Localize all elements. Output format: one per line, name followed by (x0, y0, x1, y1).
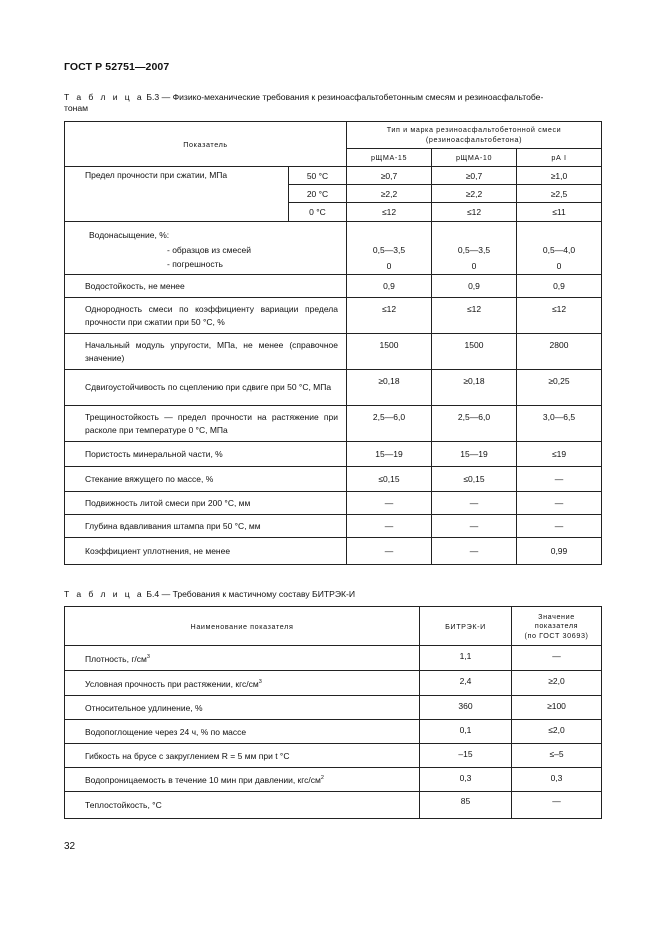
cell: — (517, 515, 602, 538)
row-label (65, 768, 420, 792)
cell: ≥2,0 (512, 671, 602, 696)
cell: 2,4 (420, 671, 512, 696)
cell: 0,5—4,0 (542, 245, 576, 255)
table-b3 (64, 121, 602, 565)
cell: –15 (420, 744, 512, 768)
cell: ≥0,18 (432, 370, 517, 406)
row-label: Однородность смеси по коэффициенту вариации предела прочности при сжатии при 50 °С, % (65, 298, 347, 334)
row-label-text: Водопоглощение через 24 ч, % по массе (85, 727, 247, 737)
cell: 0,9 (517, 275, 602, 298)
cell: 0,3 (512, 768, 602, 792)
caption-prefix: Т а б л и ц а (64, 589, 144, 599)
cell: ≤19 (517, 442, 602, 467)
row-label: Начальный модуль упругости, МПа, не менее (справочное значение) (65, 334, 347, 370)
head-col-2 (512, 607, 602, 646)
cell: 0,3 (420, 768, 512, 792)
cell: 3,0—6,5 (517, 406, 602, 442)
cell: — (512, 792, 602, 819)
cell: 1,1 (420, 646, 512, 671)
head-col-2-c: (по ГОСТ 30693) (524, 630, 589, 640)
row-label: Сдвигоустойчивость по сцеплению при сдвиге при 50 °С, МПа (65, 370, 347, 406)
cell: ≤12 (432, 203, 517, 222)
row-label (65, 671, 420, 696)
cell: — (517, 467, 602, 492)
cell: 0 (471, 261, 477, 271)
cell: 360 (420, 696, 512, 720)
strength-label: Предел прочности при сжатии, МПа (65, 167, 289, 222)
cell: 1500 (432, 334, 517, 370)
cell: — (517, 492, 602, 515)
cell: 85 (420, 792, 512, 819)
row-label-text: Водопроницаемость в течение 10 мин при давлении, кгс/см (85, 775, 321, 785)
head-col-2-a: Значение (538, 611, 575, 621)
caption-prefix: Т а б л и ц а (64, 92, 144, 102)
cell: ≤12 (432, 298, 517, 334)
cell: 0,1 (420, 720, 512, 744)
cell: 15—19 (432, 442, 517, 467)
cell: ≥0,7 (347, 167, 432, 185)
cell: 2,5—6,0 (432, 406, 517, 442)
row-label: Водостойкость, не менее (65, 275, 347, 298)
cell: ≤12 (347, 203, 432, 222)
cell: 2800 (517, 334, 602, 370)
caption-id: Б.4 (146, 589, 160, 599)
water-sub-1: - образцов из смесей (167, 244, 251, 255)
head-col-3: рА I (517, 149, 602, 167)
cell: 0 (386, 261, 392, 271)
cell: ≥2,2 (347, 185, 432, 203)
cell: 0,9 (432, 275, 517, 298)
head-indicator: Показатель (65, 122, 347, 167)
head-col-2-b: показателя (534, 621, 579, 631)
row-label-text: Гибкость на брусе с закруглением R = 5 мм при t °С (85, 751, 290, 761)
water-sub-2: - погрешность (167, 259, 223, 269)
row-label (65, 744, 420, 768)
cell: 15—19 (347, 442, 432, 467)
cell: ≤12 (517, 298, 602, 334)
table-b3-caption (64, 92, 543, 114)
caption-id: Б.3 (146, 92, 160, 102)
cell: ≥0,7 (432, 167, 517, 185)
head-col-1: БИТРЭК-И (420, 607, 512, 646)
water-label: Водонасыщение, %: (89, 230, 170, 240)
row-label: Трещиностойкость — предел прочности на растяжение при расколе при температуре 0 °С, МПа (65, 406, 347, 442)
cell: — (432, 492, 517, 515)
table-b4 (64, 606, 602, 819)
cell: — (432, 538, 517, 565)
head-name: Наименование показателя (65, 607, 420, 646)
row-label (65, 696, 420, 720)
caption-text: — Физико-механические требования к резиноасфальтобетонным смесям и резиноасфальтобе- (159, 92, 544, 102)
row-label-sup: 2 (320, 775, 324, 782)
row-label (65, 792, 420, 819)
cell: ≥2,2 (432, 185, 517, 203)
strength-temp: 20 °С (289, 185, 347, 203)
row-label (65, 720, 420, 744)
cell: — (432, 515, 517, 538)
row-label-text: Плотность, г/см (85, 654, 147, 664)
row-label-sup: 3 (258, 679, 262, 686)
cell: ≤11 (517, 203, 602, 222)
row-label: Подвижность литой смеси при 200 °С, мм (65, 492, 347, 515)
cell: — (347, 538, 432, 565)
cell: ≥100 (512, 696, 602, 720)
row-label: Глубина вдавливания штампа при 50 °С, мм (65, 515, 347, 538)
cell: 0,5—3,5 (457, 245, 491, 255)
head-group-title: Тип и марка резиноасфальтобетонной смеси (386, 125, 562, 134)
head-group (347, 122, 602, 149)
row-label: Стекание вяжущего по массе, % (65, 467, 347, 492)
row-label-text: Теплостойкость, °С (85, 800, 162, 810)
cell: 0,9 (347, 275, 432, 298)
caption-text: — Требования к мастичному составу БИТРЭК-И (159, 589, 356, 599)
row-label-text: Условная прочность при растяжении, кгс/см (85, 679, 259, 689)
row-label-text: Относительное удлинение, % (85, 703, 203, 713)
cell: 0,99 (517, 538, 602, 565)
cell: — (347, 492, 432, 515)
cell: ≥0,18 (347, 370, 432, 406)
head-group-sub: (резиноасфальтобетона) (425, 135, 523, 144)
water-cell (65, 222, 347, 275)
table-b4-caption (64, 589, 355, 600)
standard-header: ГОСТ Р 52751—2007 (64, 61, 170, 73)
cell: — (347, 515, 432, 538)
water-col-3 (517, 222, 602, 275)
cell: 2,5—6,0 (347, 406, 432, 442)
row-label-sup: 3 (146, 654, 150, 661)
cell: ≥0,25 (517, 370, 602, 406)
cell: ≥1,0 (517, 167, 602, 185)
cell: ≥2,5 (517, 185, 602, 203)
head-col-2: рЩМА-10 (432, 149, 517, 167)
cell: ≤0,15 (347, 467, 432, 492)
row-label: Пористость минеральной части, % (65, 442, 347, 467)
row-label (65, 646, 420, 671)
caption-text-cont: тонам (64, 103, 89, 113)
cell: ≤0,15 (432, 467, 517, 492)
cell: ≤–5 (512, 744, 602, 768)
water-col-2 (432, 222, 517, 275)
water-col-1 (347, 222, 432, 275)
cell: ≤2,0 (512, 720, 602, 744)
cell: — (512, 646, 602, 671)
cell: 0 (556, 261, 562, 271)
cell: ≤12 (347, 298, 432, 334)
head-col-1: рЩМА-15 (347, 149, 432, 167)
strength-temp: 50 °С (289, 167, 347, 185)
cell: 0,5—3,5 (372, 245, 406, 255)
cell: 1500 (347, 334, 432, 370)
strength-temp: 0 °С (289, 203, 347, 222)
row-label: Коэффициент уплотнения, не менее (65, 538, 347, 565)
page-number: 32 (64, 841, 76, 852)
